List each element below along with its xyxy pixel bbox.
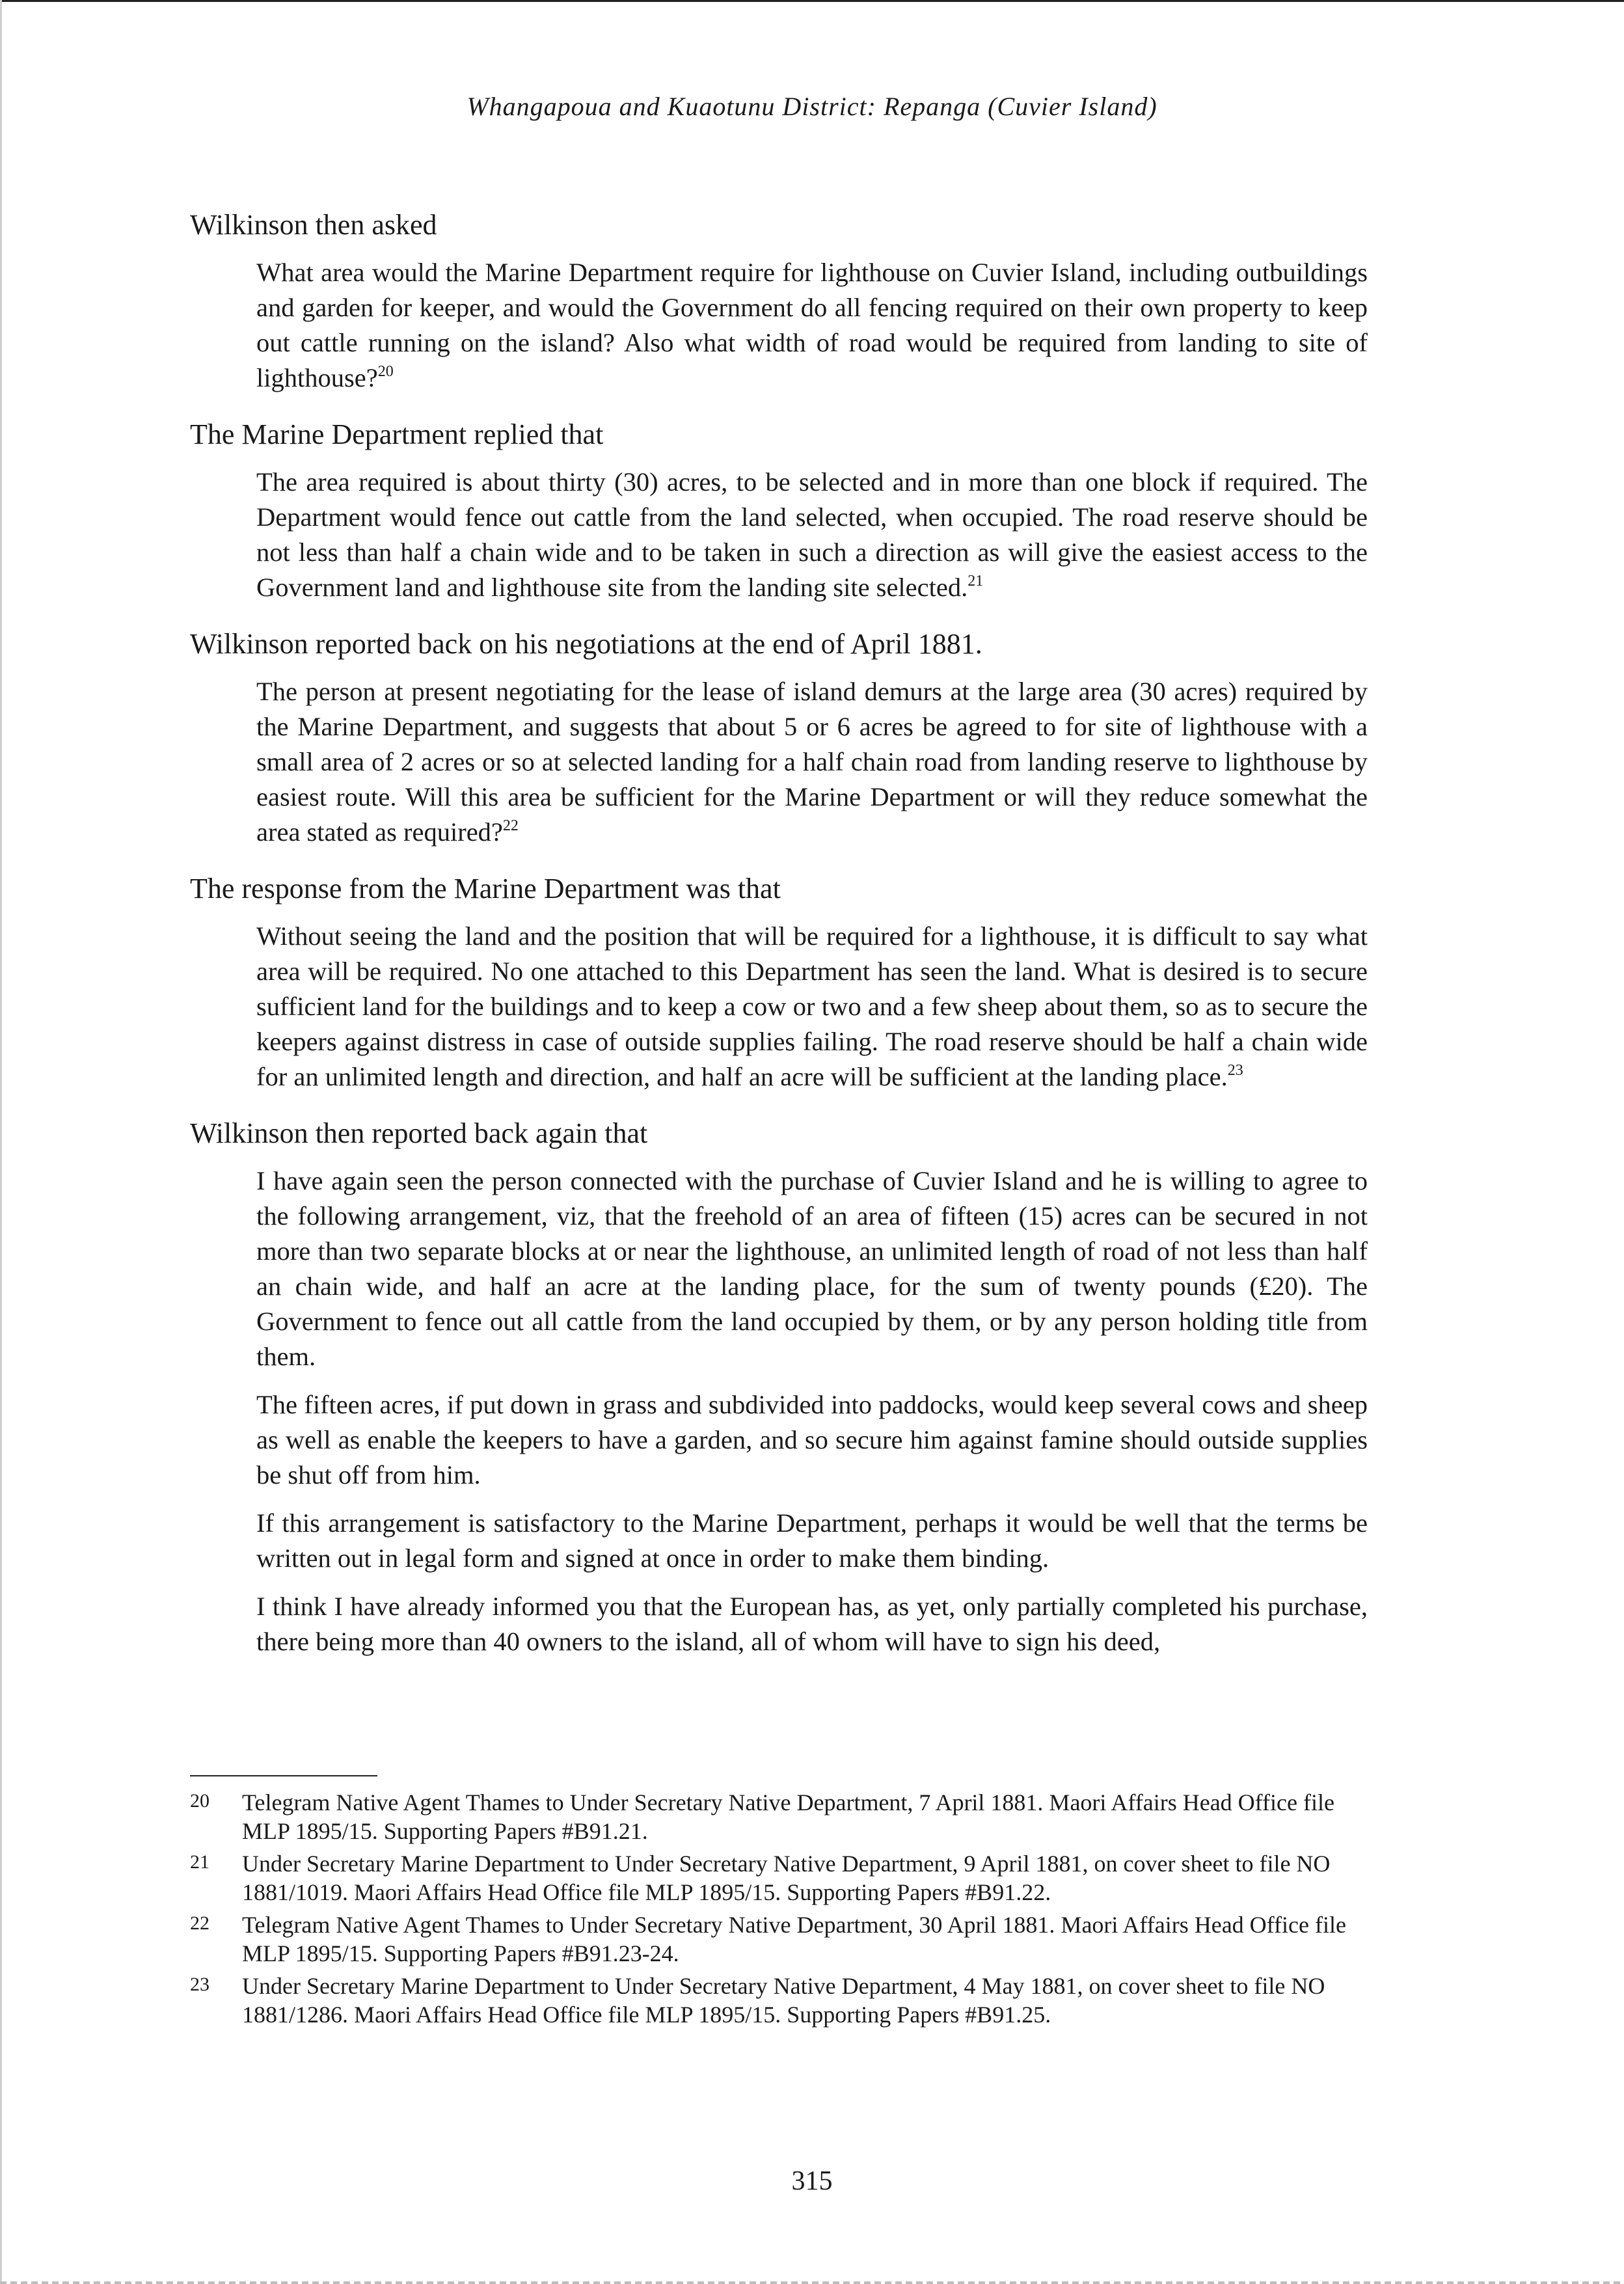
section-asked [190, 207, 1368, 396]
top-border-rule [0, 0, 1624, 2]
footnote-number: 22 [190, 1912, 210, 1934]
footnote-number: 21 [190, 1851, 210, 1873]
running-head: Whangapoua and Kuaotunu District: Repanga (Cuvier Island) [467, 92, 1157, 121]
footnote-text: Under Secretary Marine Department to Under Secretary Native Department, 4 May 1881, on cover sheet to file NO 1881/1286. Maori Affairs Head Office file MLP 1895/15. Supporting Papers #B91.25. [242, 1973, 1325, 2028]
footnote [190, 1910, 1368, 1968]
footnote-text: Under Secretary Marine Department to Under Secretary Native Department, 9 April 1881, on cover sheet to file NO 1881/1019. Maori Affairs Head Office file MLP 1895/15. Supporting Papers #B91.22. [242, 1851, 1331, 1905]
section-response [190, 871, 1368, 1094]
footnote-ref: 22 [502, 817, 519, 834]
quote-text: Without seeing the land and the position that will be required for a lighthouse, it is difficult to say what area will be required. No one attached to this Department has seen the land. What is desired is to secure sufficient land for the buildings and to keep a cow or two and a few sheep about them, so as to secure the keepers against distress in case of outside supplies failing. The road reserve should be half a chain wide for an unlimited length and direction, and half an acre will be sufficient at the landing place. [256, 921, 1368, 1091]
section-lead: The response from the Marine Department was that [190, 873, 781, 904]
footnote-text: Telegram Native Agent Thames to Under Secretary Native Department, 30 April 1881. Maori Affairs Head Office file MLP 1895/15. Supporting Papers #B91.23-24. [242, 1912, 1346, 1966]
quote-paragraph: I have again seen the person connected with the purchase of Cuvier Island and he is willing to agree to the following arrangement, viz, that the freehold of an area of fifteen (15) acres can be secured in not more than two separate blocks at or near the lighthouse, an unlimited length of road of not less than half an chain wide, and half an acre at the landing place, for the sum of twenty pounds (£20). The Government to fence out all cattle from the land occupied by them, or by any person holding title from them. [256, 1166, 1368, 1371]
block-quote [256, 674, 1368, 850]
footnote-text: Telegram Native Agent Thames to Under Secretary Native Department, 7 April 1881. Maori Affairs Head Office file MLP 1895/15. Supporting Papers #B91.21. [242, 1789, 1334, 1844]
footnote-number: 20 [190, 1790, 210, 1812]
footnotes [190, 1788, 1368, 2033]
footnote-number: 23 [190, 1974, 210, 1995]
section-reported [190, 626, 1368, 850]
section-lead: Wilkinson then asked [190, 209, 437, 241]
quote-paragraph [256, 674, 1368, 850]
quote-paragraph [256, 919, 1368, 1094]
main-text [190, 207, 1368, 1680]
section-reported-again [190, 1115, 1368, 1659]
quote-paragraph: The fifteen acres, if put down in grass and subdivided into paddocks, would keep several cows and sheep as well as enable the keepers to have a garden, and so secure him against famine should outside supplies be shut off from him. [256, 1390, 1368, 1489]
footnote [190, 1972, 1368, 2029]
bottom-page-edge [0, 2281, 1624, 2284]
footnote [190, 1849, 1368, 1907]
section-replied [190, 416, 1368, 605]
section-lead: Wilkinson then reported back again that [190, 1117, 648, 1149]
section-lead: Wilkinson reported back on his negotiations at the end of April 1881. [190, 628, 982, 660]
block-quote [256, 255, 1368, 396]
left-page-edge [0, 0, 2, 2284]
footnote-ref: 23 [1227, 1062, 1243, 1079]
quote-paragraph: I think I have already informed you that the European has, as yet, only partially completed his purchase, there being more than 40 owners to the island, all of whom will have to sign his deed, [256, 1592, 1368, 1656]
footnote [190, 1788, 1368, 1845]
page-number: 315 [791, 2166, 833, 2196]
quote-paragraph [256, 255, 1368, 396]
footnote-ref: 20 [377, 363, 394, 380]
block-quote [256, 465, 1368, 605]
footnote-separator [190, 1775, 377, 1776]
quote-paragraph: If this arrangement is satisfactory to the Marine Department, perhaps it would be well that the terms be written out in legal form and signed at once in order to make them binding. [256, 1508, 1368, 1573]
quote-text: What area would the Marine Department require for lighthouse on Cuvier Island, including outbuildings and garden for keeper, and would the Government do all fencing required on their own property to keep out cattle running on the island? Also what width of road would be required from landing to site of lighthouse? [256, 258, 1368, 392]
footnote-ref: 21 [968, 573, 984, 590]
block-quote [256, 919, 1368, 1094]
quote-text: The person at present negotiating for the lease of island demurs at the large area (30 acres) required by the Marine Department, and suggests that about 5 or 6 acres be agreed to for site of lighthouse with a small area of 2 acres or so at selected landing for a half chain road from landing reserve to lighthouse by easiest route. Will this area be sufficient for the Marine Department or will they reduce somewhat the area stated as required? [256, 677, 1368, 847]
quote-text: The area required is about thirty (30) acres, to be selected and in more than one block if required. The Department would fence out cattle from the land selected, when occupied. The road reserve should be not less than half a chain wide and to be taken in such a direction as will give the easiest access to the Government land and lighthouse site from the landing site selected. [256, 467, 1368, 602]
section-lead: The Marine Department replied that [190, 418, 604, 450]
quote-paragraph [256, 465, 1368, 605]
block-quote [256, 1163, 1368, 1659]
